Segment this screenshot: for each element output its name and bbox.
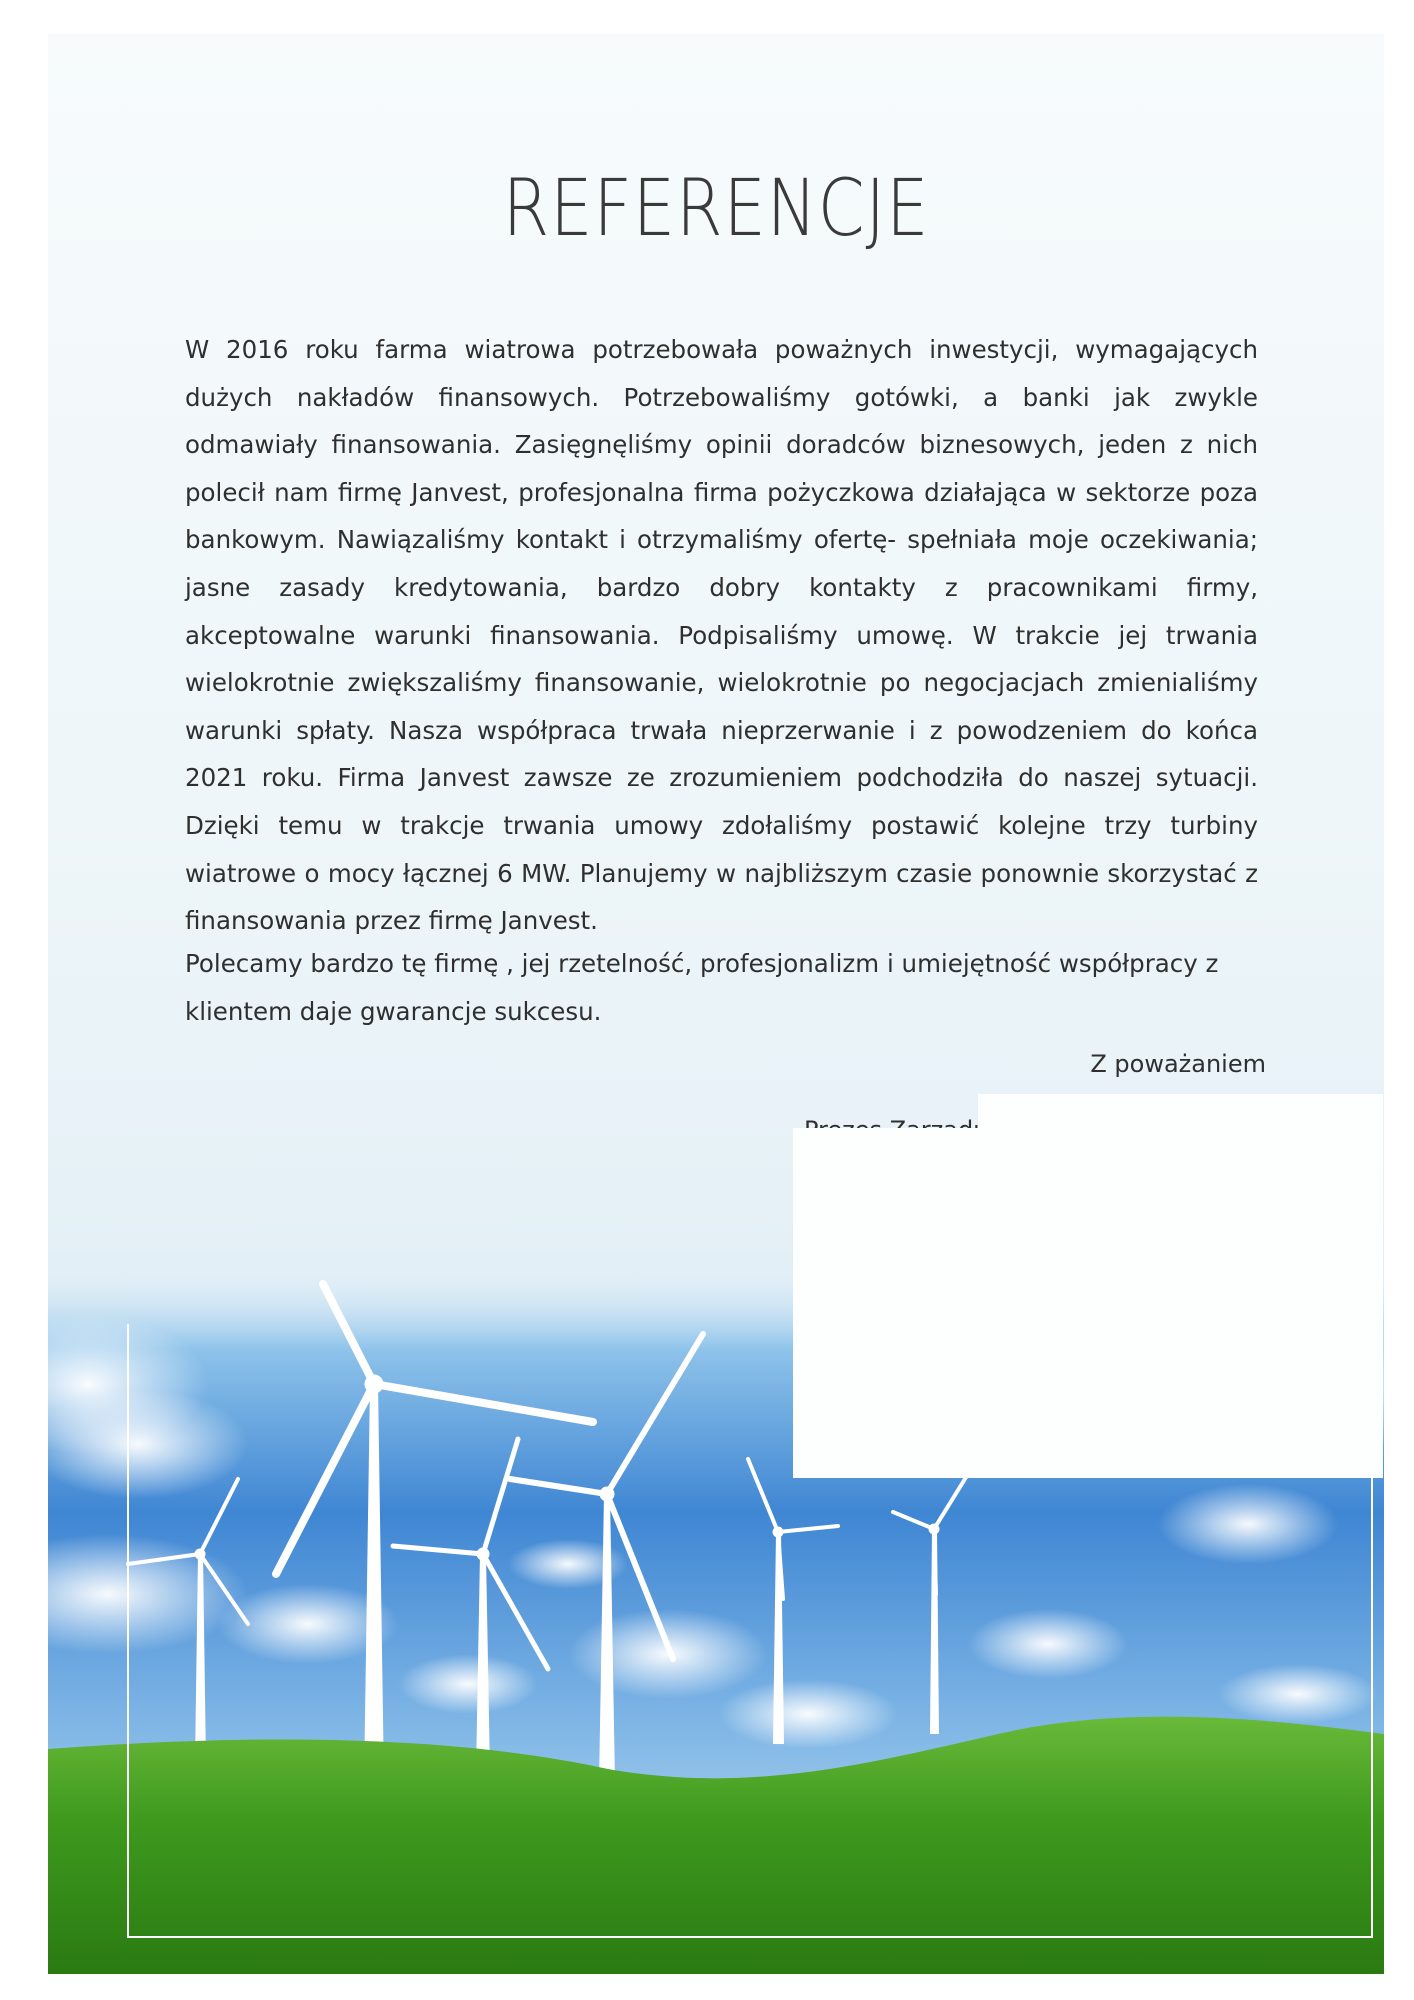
body-paragraph-1: W 2016 roku farma wiatrowa potrzebowała poważnych inwestycji, wymagających dużych nakładów finansowych. Potrzebowaliśmy gotówki, a banki jak zwykle odmawiały finansowania. Zasięgnęliśmy opinii doradców biznesowych, jeden z nich polecił nam firmę Janvest, profesjonalna firma pożyczkowa działająca w sektorze poza bankowym. Nawiązaliśmy kontakt i otrzymaliśmy ofertę- spełniała moje oczekiwania; jasne zasady kredytowania, bardzo dobry kontakty z pracownikami firmy, akceptowalne warunki finansowania. Podpisaliśmy umowę. W trakcie jej trwania wielokrotnie zwiększaliśmy finansowanie, wielokrotnie po negocjacjach zmienialiśmy warunki spłaty. Nasza współpraca trwała nieprzerwanie i z powodzeniem do końca 2021 roku. Firma Janvest zawsze ze zrozumieniem podchodziła do naszej sytuacji. Dzięki temu w trakcje trwania umowy zdołaliśmy postawić kolejne trzy turbiny wiatrowe o mocy łącznej 6 MW. Planujemy w najbliższym czasie ponownie skorzystać z finansowania przez firmę Janvest. — [185, 335, 1258, 936]
redacted-area — [793, 1128, 1383, 1478]
closing-salutation: Z poważaniem — [1090, 1050, 1266, 1078]
body-paragraph-2: Polecamy bardzo tę firmę , jej rzetelność, profesjonalizm i umiejętność współpracy z klientem daje gwarancje sukcesu. — [185, 949, 1219, 1026]
page-title: REFERENCJE — [502, 164, 930, 254]
redacted-area-top — [978, 1094, 1383, 1134]
letter-page — [48, 34, 1384, 1974]
